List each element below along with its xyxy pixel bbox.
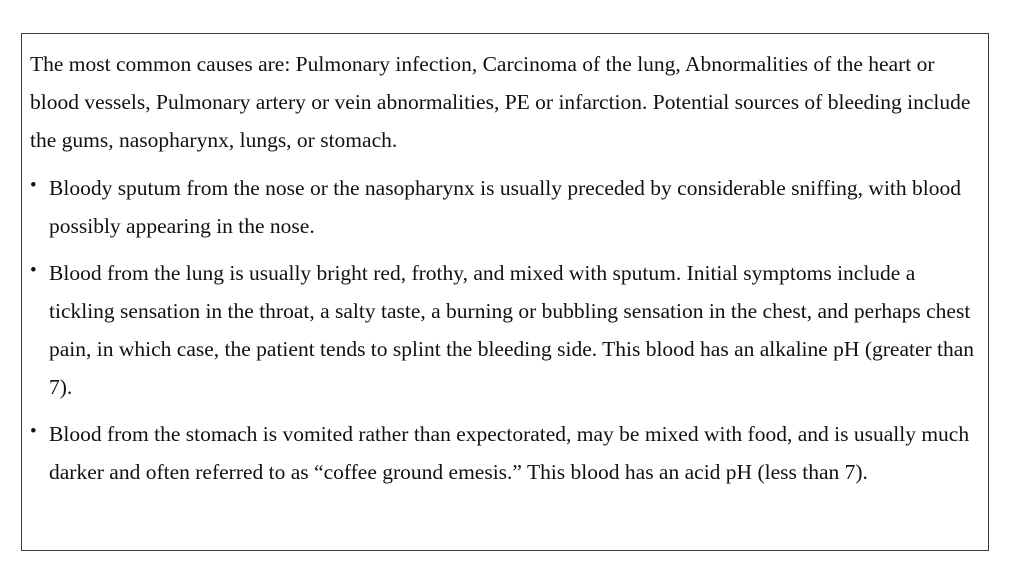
bullet-item-nose xyxy=(30,169,980,245)
text-box xyxy=(21,33,989,551)
intro-paragraph: The most common causes are: Pulmonary infection, Carcinoma of the lung, Abnormalities of the heart or blood vessels, Pulmonary artery or vein abnormalities, PE or infarction. Potential sources of bleeding include the gums, nasopharynx, lungs, or stomach. xyxy=(30,52,971,152)
bullet-item-stomach xyxy=(30,415,980,491)
bullet-text: Blood from the lung is usually bright red, frothy, and mixed with sputum. Initial symptoms include a tickling sensation in the throat, a salty taste, a burning or bubbling sensation in the chest, and perhaps chest pain, in which case, the patient tends to splint the bleeding side. This blood has an alkaline pH (greater than 7). xyxy=(49,261,975,399)
bullet-text: Bloody sputum from the nose or the nasopharynx is usually preceded by considerable sniffing, with blood possibly appearing in the nose. xyxy=(49,176,961,238)
bullet-item-lung xyxy=(30,254,980,406)
bullet-text: Blood from the stomach is vomited rather than expectorated, may be mixed with food, and is usually much darker and often referred to as “coffee ground emesis.” This blood has an acid pH (less than 7). xyxy=(49,422,970,484)
bullet-icon: • xyxy=(30,421,37,442)
bullet-icon: • xyxy=(30,175,37,196)
bullet-list xyxy=(30,169,980,491)
bullet-icon: • xyxy=(30,260,37,281)
